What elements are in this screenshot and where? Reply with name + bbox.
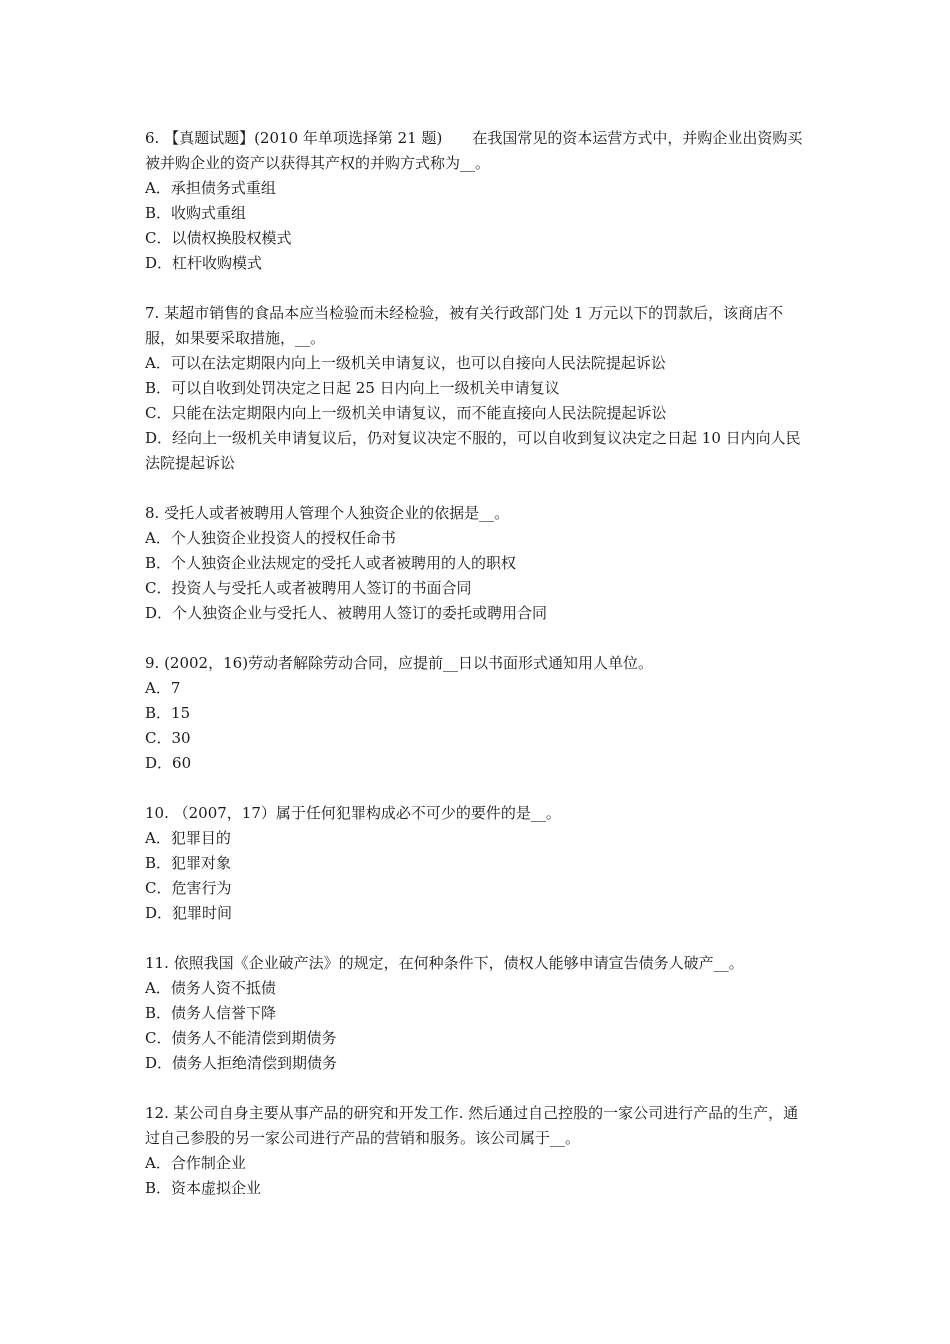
option-d: D．杠杆收购模式 (145, 254, 263, 272)
question-text: 8. 受托人或者被聘用人管理个人独资企业的依据是__。 (145, 504, 510, 522)
option-c: C．投资人与受托人或者被聘用人签订的书面合同 (145, 579, 472, 597)
option-b: B．犯罪对象 (145, 854, 232, 872)
option-a: A．个人独资企业投资人的授权任命书 (145, 529, 396, 547)
option-a: A．承担债务式重组 (145, 179, 276, 197)
question-9 (145, 651, 810, 776)
option-a: A．犯罪目的 (145, 829, 231, 847)
question-text: 7. 某超市销售的食品本应当检验而未经检验，被有关行政部门处 1 万元以下的罚款后，该商店不服，如果要采取措施，__。 (145, 304, 784, 347)
option-b: B．15 (145, 704, 191, 722)
option-a: A．可以在法定期限内向上一级机关申请复议，也可以自接向人民法院提起诉讼 (145, 354, 666, 372)
option-d: D．犯罪时间 (145, 904, 233, 922)
question-6 (145, 126, 810, 276)
option-c: C．以债权换股权模式 (145, 229, 292, 247)
option-a: A．7 (145, 679, 181, 697)
option-c: C．只能在法定期限内向上一级机关申请复议，而不能直接向人民法院提起诉讼 (145, 404, 667, 422)
question-12 (145, 1101, 810, 1201)
option-b: B．收购式重组 (145, 204, 247, 222)
option-d: D．债务人拒绝清偿到期债务 (145, 1054, 338, 1072)
option-b: B．资本虚拟企业 (145, 1179, 262, 1197)
question-text: 9. (2002，16)劳动者解除劳动合同，应提前__日以书面形式通知用人单位。 (145, 654, 654, 672)
question-10 (145, 801, 810, 926)
question-11 (145, 951, 810, 1076)
question-text: 6. 【真题试题】(2010 年单项选择第 21 题) 在我国常见的资本运营方式中，并购企业出资购买被并购企业的资产以获得其产权的并购方式称为__。 (145, 129, 803, 172)
option-a: A．合作制企业 (145, 1154, 246, 1172)
option-d: D．个人独资企业与受托人、被聘用人签订的委托或聘用合同 (145, 604, 548, 622)
question-text: 10. （2007，17）属于任何犯罪构成必不可少的要件的是__。 (145, 804, 561, 822)
question-text: 11. 依照我国《企业破产法》的规定，在何种条件下，债权人能够申请宣告债务人破产__。 (145, 954, 744, 972)
option-a: A．债务人资不抵债 (145, 979, 276, 997)
question-7 (145, 301, 810, 476)
option-b: B．可以自收到处罚决定之日起 25 日内向上一级机关申请复议 (145, 379, 560, 397)
option-c: C．危害行为 (145, 879, 232, 897)
option-b: B．个人独资企业法规定的受托人或者被聘用的人的职权 (145, 554, 517, 572)
option-d: D．60 (145, 754, 192, 772)
option-c: C．债务人不能清偿到期债务 (145, 1029, 337, 1047)
option-b: B．债务人信誉下降 (145, 1004, 277, 1022)
question-text: 12. 某公司自身主要从事产品的研究和开发工作. 然后通过自己控股的一家公司进行产品的生产，通过自己参股的另一家公司进行产品的营销和服务。该公司属于__。 (145, 1104, 799, 1147)
option-d: D．经向上一级机关申请复议后，仍对复议决定不服的，可以自收到复议决定之日起 10 日内向人民法院提起诉讼 (145, 429, 801, 472)
document-page (145, 126, 810, 1226)
question-8 (145, 501, 810, 626)
option-c: C．30 (145, 729, 191, 747)
